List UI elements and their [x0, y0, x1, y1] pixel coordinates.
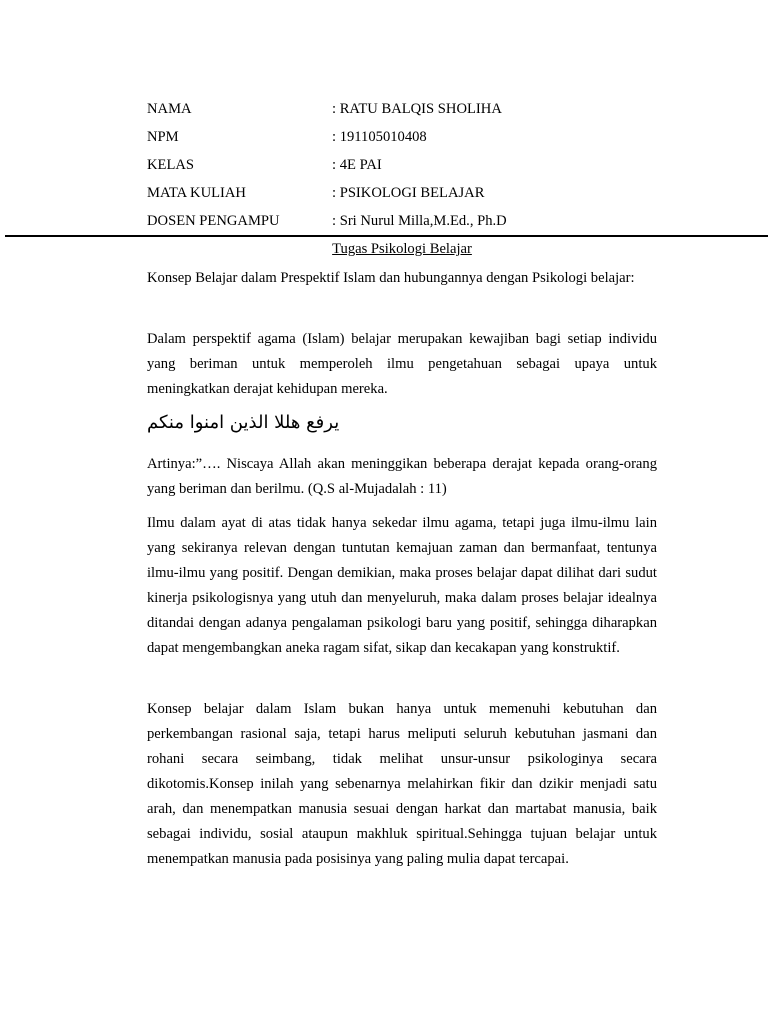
info-value: : PSIKOLOGI BELAJAR — [332, 185, 485, 201]
concept-paragraph — [147, 697, 657, 872]
info-value: : 4E PAI — [332, 157, 382, 173]
translation-paragraph — [147, 452, 657, 502]
document-title: Tugas Psikologi Belajar — [332, 241, 472, 257]
info-label: NAMA — [147, 101, 192, 117]
student-info-table — [147, 101, 667, 241]
paragraph-text: Artinya:”…. Niscaya Allah akan meninggikan beberapa derajat kepada orang-orang yang beriman dan berilmu. (Q.S al-Mujadalah : 11) — [147, 456, 657, 497]
paragraph-text: Konsep Belajar dalam Prespektif Islam dan hubungannya dengan Psikologi belajar: — [147, 270, 635, 286]
info-row-mata-kuliah — [147, 185, 667, 213]
paragraph-text: Konsep belajar dalam Islam bukan hanya untuk memenuhi kebutuhan dan perkembangan rasional saja, tetapi harus meliputi seluruh kebutuhan jasmani dan rohani secara seimbang, tidak melihat unsur-unsur psikologinya secara dikotomis.Konsep inilah yang sebenarnya melahirkan fikir dan dzikir menjadi satu arah, dan menempatkan manusia sesuai dengan harkat dan martabat manusia, baik sebagai individu, sosial ataupun makhluk spiritual.Sehingga tujuan belajar untuk menempatkan manusia pada posisinya yang paling mulia dapat tercapai. — [147, 701, 657, 867]
perspective-paragraph — [147, 327, 657, 402]
info-row-npm — [147, 129, 667, 157]
info-label: KELAS — [147, 157, 195, 173]
info-label: DOSEN PENGAMPU — [147, 213, 280, 229]
intro-heading-paragraph — [147, 266, 657, 291]
info-label: MATA KULIAH — [147, 185, 246, 201]
arabic-text: يرفع هللا الذين امنوا منكم — [147, 412, 340, 433]
paragraph-text: Dalam perspektif agama (Islam) belajar merupakan kewajiban bagi setiap individu yang beriman untuk memperoleh ilmu pengetahuan sebagai upaya untuk meningkatkan derajat kehidupan mereka. — [147, 331, 657, 397]
knowledge-paragraph — [147, 511, 657, 661]
info-value: : RATU BALQIS SHOLIHA — [332, 101, 502, 117]
arabic-verse — [147, 412, 657, 433]
paragraph-text: Ilmu dalam ayat di atas tidak hanya sekedar ilmu agama, tetapi juga ilmu-ilmu lain yang sekiranya relevan dengan tuntutan kemajuan zaman dan bermanfaat, tentunya ilmu-ilmu yang positif. Dengan demikian, maka proses belajar dapat dilihat dari sudut kinerja psikologisnya yang utuh dan menyeluruh, maka dalam proses belajar idealnya ditandai dengan adanya pengalaman psikologi baru yang positif, sehingga diharapkan dapat mengembangkan aneka ragam sifat, sikap dan kecakapan yang konstruktif. — [147, 515, 657, 656]
info-row-kelas — [147, 157, 667, 185]
info-row-nama — [147, 101, 667, 129]
info-value: : 191105010408 — [332, 129, 427, 145]
info-label: NPM — [147, 129, 179, 145]
header-divider — [5, 235, 768, 237]
info-value: : Sri Nurul Milla,M.Ed., Ph.D — [332, 213, 507, 229]
